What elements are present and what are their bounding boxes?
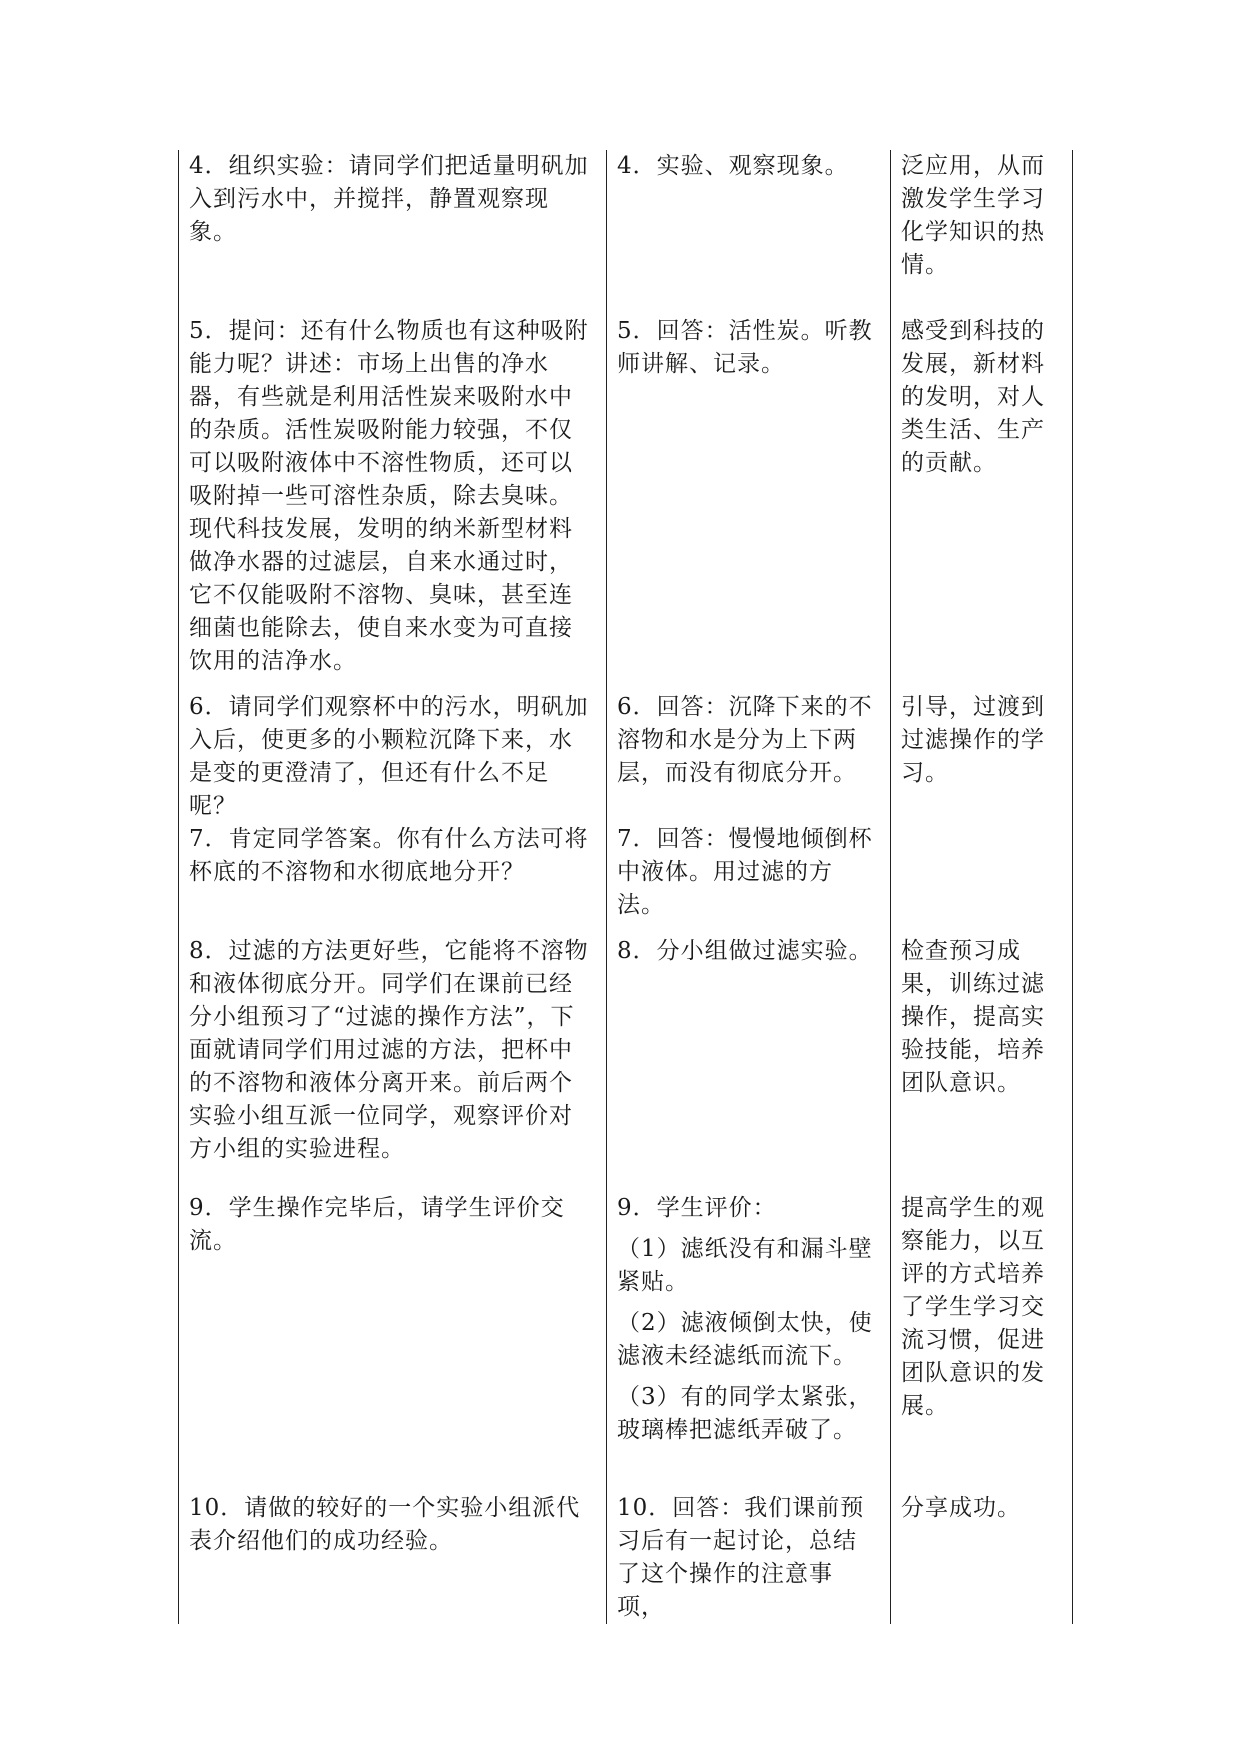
teacher-activity-cell: 5．提问：还有什么物质也有这种吸附能力呢？讲述：市场上出售的净水器，有些就是利用活性炭来吸附水中的杂质。活性炭吸附能力较强，不仅可以吸附液体中不溶性物质，还可以吸附掉一些可溶性杂质，除去臭味。现代科技发展，发明的纳米新型材料做净水器的过滤层，自来水通过时，它不仅能吸附不溶物、臭味，甚至连细菌也能除去，使自来水变为可直接饮用的洁净水。 (179, 315, 607, 691)
design-intent-cell (891, 823, 1073, 935)
table-row (179, 150, 1073, 315)
table-row (179, 315, 1073, 691)
teacher-activity-cell: 9．学生操作完毕后，请学生评价交流。 (179, 1192, 607, 1492)
table-row (179, 691, 1073, 823)
teacher-activity-cell: 10．请做的较好的一个实验小组派代表介绍他们的成功经验。 (179, 1492, 607, 1624)
teacher-activity-cell: 6．请同学们观察杯中的污水，明矾加入后，使更多的小颗粒沉降下来，水是变的更澄清了，但还有什么不足呢？ (179, 691, 607, 823)
table-row (179, 1492, 1073, 1624)
design-intent-cell: 检查预习成果，训练过滤操作，提高实验技能，培养团队意识。 (891, 935, 1073, 1192)
design-intent-cell: 泛应用，从而激发学生学习化学知识的热情。 (891, 150, 1073, 315)
design-intent-cell: 分享成功。 (891, 1492, 1073, 1624)
design-intent-cell: 引导，过渡到过滤操作的学习。 (891, 691, 1073, 823)
student-activity-cell: 5．回答：活性炭。听教师讲解、记录。 (607, 315, 891, 691)
student-activity-cell: 7．回答：慢慢地倾倒杯中液体。用过滤的方法。 (607, 823, 891, 935)
design-intent-cell: 提高学生的观察能力，以互评的方式培养了学生学习交流习惯，促进团队意识的发展。 (891, 1192, 1073, 1492)
teacher-activity-cell: 4．组织实验：请同学们把适量明矾加入到污水中，并搅拌，静置观察现象。 (179, 150, 607, 315)
table-row (179, 1192, 1073, 1492)
lesson-plan-table (178, 150, 1073, 1624)
student-activity-cell: 9．学生评价： （1）滤纸没有和漏斗壁紧贴。 （2）滤液倾倒太快，使滤液未经滤纸而流下。 （3）有的同学太紧张，玻璃棒把滤纸弄破了。 (607, 1192, 891, 1492)
student-activity-cell: 8．分小组做过滤实验。 (607, 935, 891, 1192)
table-row (179, 935, 1073, 1192)
design-intent-cell: 感受到科技的发展，新材料的发明，对人类生活、生产的贡献。 (891, 315, 1073, 691)
student-activity-cell: 10．回答：我们课前预习后有一起讨论，总结了这个操作的注意事项， (607, 1492, 891, 1624)
teacher-activity-cell: 8．过滤的方法更好些，它能将不溶物和液体彻底分开。同学们在课前已经分小组预习了“过滤的操作方法”，下面就请同学们用过滤的方法，把杯中的不溶物和液体分离开来。前后两个实验小组互派一位同学，观察评价对方小组的实验进程。 (179, 935, 607, 1192)
student-activity-cell: 4．实验、观察现象。 (607, 150, 891, 315)
table-row (179, 823, 1073, 935)
student-activity-cell: 6．回答：沉降下来的不溶物和水是分为上下两层，而没有彻底分开。 (607, 691, 891, 823)
teacher-activity-cell: 7．肯定同学答案。你有什么方法可将杯底的不溶物和水彻底地分开？ (179, 823, 607, 935)
